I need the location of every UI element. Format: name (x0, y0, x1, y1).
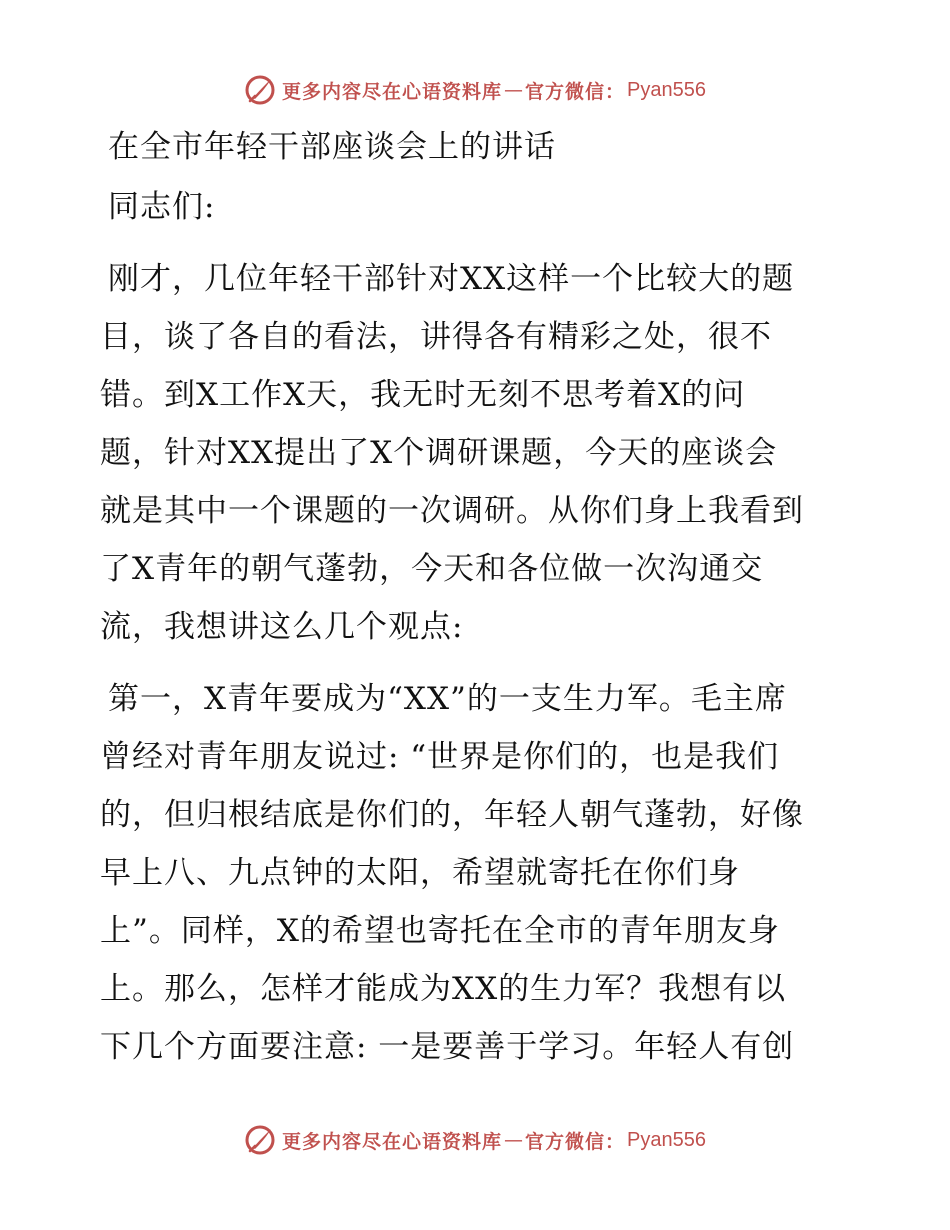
paragraph-line: 第一，X青年要成为“XX”的一支生力军。毛主席 (108, 681, 787, 717)
paragraph-line: 早上八、九点钟的太阳，希望就寄托在你们身 (100, 855, 740, 891)
banner-text: 更多内容尽在心语资料库 (282, 1130, 503, 1153)
document-body (100, 118, 860, 1076)
paragraph-2 (100, 670, 860, 1076)
paragraph-line: 刚才，几位年轻干部针对XX这样一个比较大的题 (108, 261, 795, 297)
banner-text: 更多内容尽在心语资料库 (282, 80, 503, 103)
paragraph-line: 流，我想讲这么几个观点: (100, 609, 464, 645)
paragraph-line: 曾经对青年朋友说过: “世界是你们的，也是我们 (100, 739, 780, 775)
document-title: 在全市年轻干部座谈会上的讲话 (108, 129, 556, 165)
banner-dash: — (504, 79, 524, 101)
footer-banner (0, 1120, 950, 1160)
banner-wechat-label: 官方微信： (525, 1130, 626, 1153)
paragraph-line: 下几个方面要注意: 一是要善于学习。年轻人有创 (100, 1029, 795, 1065)
paragraph-line: 就是其中一个课题的一次调研。从你们身上我看到 (100, 493, 804, 529)
banner-wechat-id: Pyan556 (627, 1128, 706, 1151)
greeting: 同志们: (108, 189, 216, 225)
banner-wechat-id: Pyan556 (627, 78, 706, 101)
paragraph-line: 题，针对XX提出了X个调研课题，今天的座谈会 (100, 435, 778, 471)
paragraph-line: 上。那么，怎样才能成为XX的生力军？我想有以 (100, 971, 787, 1007)
paragraph-line: 错。到X工作X天，我无时无刻不思考着X的问 (100, 377, 746, 413)
paragraph-line: 了X青年的朝气蓬勃，今天和各位做一次沟通交 (100, 551, 764, 587)
header-banner (0, 70, 950, 110)
quill-logo-icon (244, 74, 276, 106)
paragraph-1 (100, 250, 860, 656)
paragraph-line: 的，但归根结底是你们的，年轻人朝气蓬勃，好像 (100, 797, 804, 833)
paragraph-line: 目，谈了各自的看法，讲得各有精彩之处，很不 (100, 319, 772, 355)
banner-wechat-label: 官方微信： (525, 80, 626, 103)
banner-dash: — (504, 1129, 524, 1151)
quill-logo-icon (244, 1124, 276, 1156)
paragraph-line: 上”。同样，X的希望也寄托在全市的青年朋友身 (100, 913, 780, 949)
